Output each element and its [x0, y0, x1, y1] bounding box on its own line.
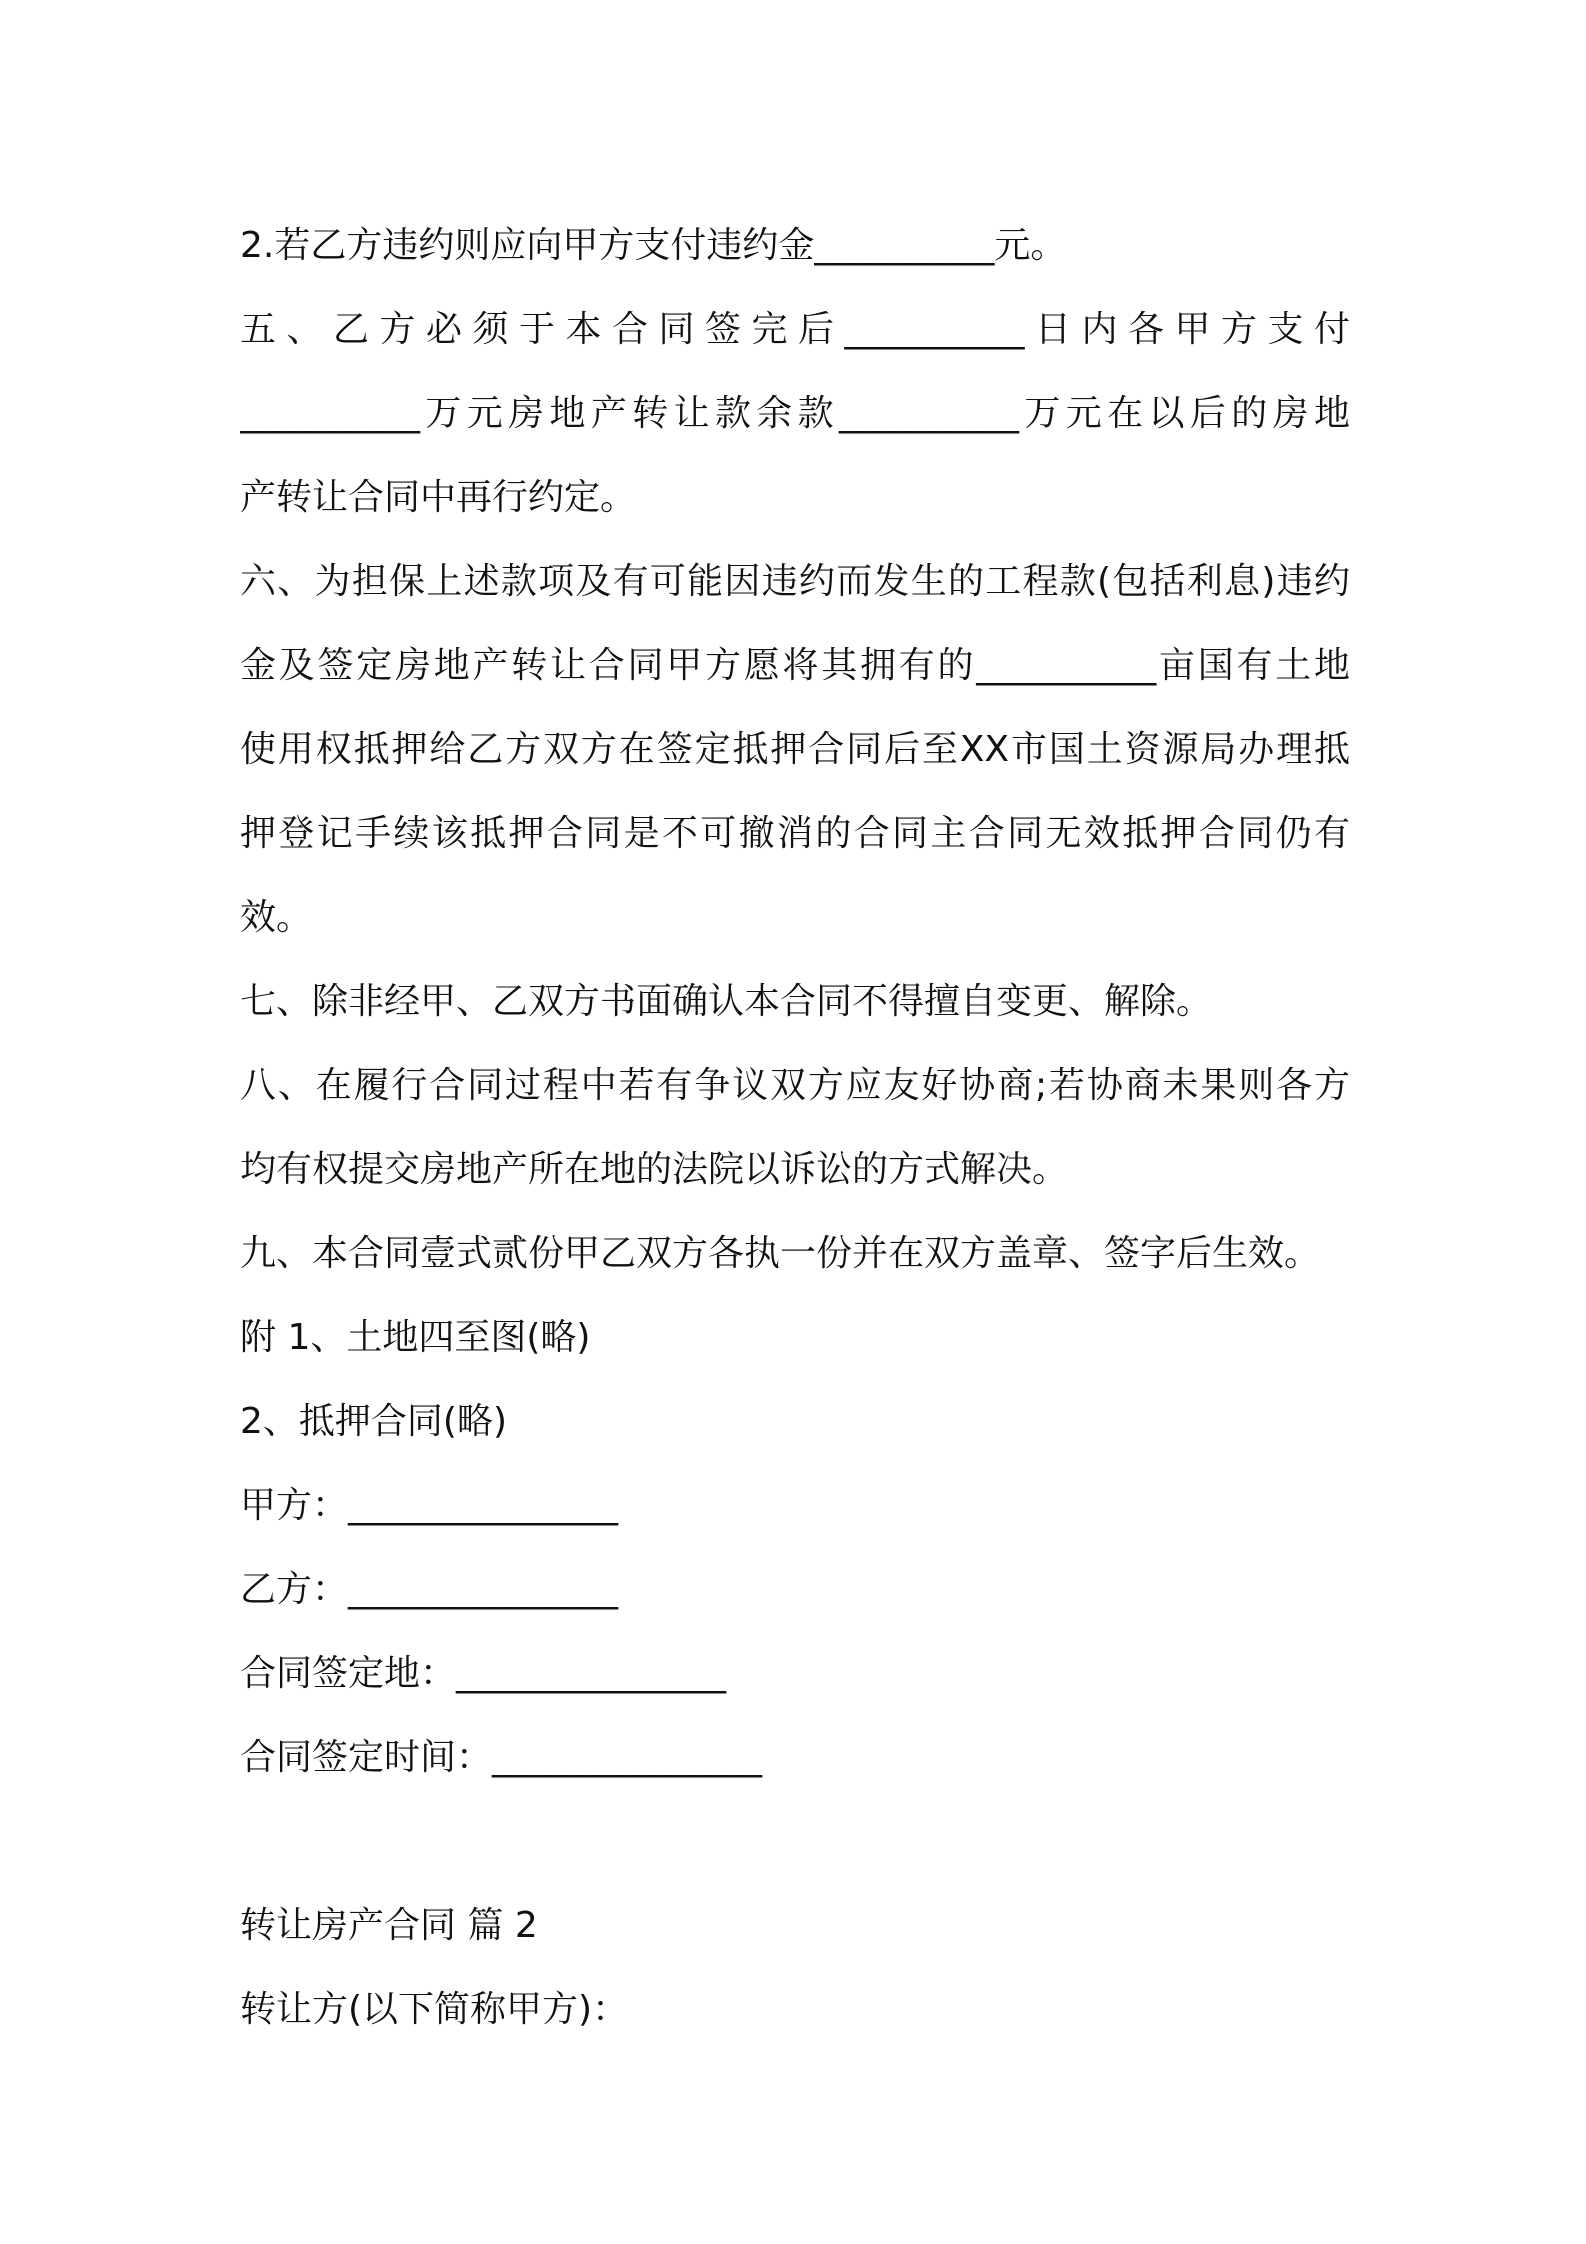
signature-party-a: 甲方：_______________	[240, 1485, 619, 1526]
text-line: 产转让合同中再行约定。	[240, 477, 637, 518]
text-line: 效。	[240, 897, 313, 938]
document-body	[240, 204, 1350, 2052]
text-line: 押登记手续该抵押合同是不可撤消的合同主合同无效抵押合同仍有	[240, 813, 1350, 854]
text-line: 2.若乙方违约则应向甲方支付违约金__________元。	[240, 225, 1067, 266]
section-title: 转让房产合同 篇 2	[240, 1905, 538, 1946]
text-line: 使用权抵押给乙方双方在签定抵押合同后至XX市国土资源局办理抵	[240, 729, 1350, 770]
text-line: 五、乙方必须于本合同签完后__________日内各甲方支付	[240, 309, 1350, 350]
section-gap	[240, 1800, 1350, 1884]
text-line: __________万元房地产转让款余款__________万元在以后的房地	[240, 393, 1350, 434]
text-line: 七、除非经甲、乙双方书面确认本合同不得擅自变更、解除。	[240, 981, 1213, 1022]
signing-place: 合同签定地：_______________	[240, 1653, 727, 1694]
text-line: 金及签定房地产转让合同甲方愿将其拥有的__________亩国有土地	[240, 645, 1350, 686]
text-line: 六、为担保上述款项及有可能因违约而发生的工程款(包括利息)违约	[240, 561, 1350, 602]
text-line: 附 1、土地四至图(略)	[240, 1317, 591, 1358]
signature-party-b: 乙方：_______________	[240, 1569, 619, 1610]
text-line: 均有权提交房地产所在地的法院以诉讼的方式解决。	[240, 1149, 1069, 1190]
signing-time: 合同签定时间：_______________	[240, 1737, 763, 1778]
text-line: 八、在履行合同过程中若有争议双方应友好协商;若协商未果则各方	[240, 1065, 1350, 1106]
text-line: 2、抵押合同(略)	[240, 1401, 507, 1442]
text-line: 转让方(以下简称甲方)：	[240, 1989, 629, 2030]
text-line: 九、本合同壹式贰份甲乙双方各执一份并在双方盖章、签字后生效。	[240, 1233, 1321, 1274]
